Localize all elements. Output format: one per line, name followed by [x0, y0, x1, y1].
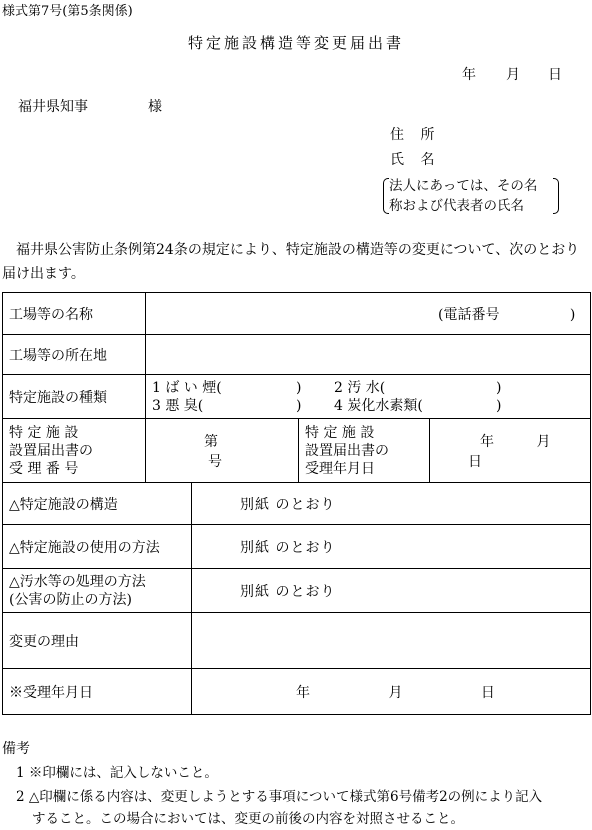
- treatment-label: △汚水等の処理の方法 (公害の防止の方法): [3, 569, 192, 613]
- row-structure: [3, 483, 591, 525]
- phone-label: (電話番号: [438, 306, 500, 323]
- facility-type-option-2: 2 汚 水(: [334, 379, 386, 396]
- receipt-date-month: 月: [536, 433, 551, 450]
- row-treatment: [3, 569, 591, 613]
- receipt-no-go: 号: [208, 453, 222, 470]
- receipt-number-label: 特 定 施 設 設置届出書の 受 理 番 号: [3, 419, 146, 483]
- accept-date-field: [192, 669, 591, 715]
- note-2: [16, 786, 592, 830]
- factory-location-field[interactable]: [146, 335, 591, 375]
- corporate-note-line2: 称および代表者の氏名: [389, 198, 524, 214]
- facility-type-option-3: 3 悪 臭(: [152, 397, 204, 414]
- honorific: 様: [148, 99, 162, 115]
- addressee: 福井県知事: [18, 99, 88, 115]
- row-reason: [3, 613, 591, 669]
- receipt-date-day: 日: [468, 453, 482, 470]
- bracket-right: [553, 178, 559, 214]
- note-2-line2: すること。この場合においては、変更の前後の内容を対照させること。: [32, 811, 464, 827]
- facility-type-option-3-close: ): [296, 397, 302, 414]
- factory-location-label: 工場等の所在地: [3, 335, 146, 375]
- page-title: 特定施設構造等変更届出書: [187, 34, 404, 52]
- reason-label: 変更の理由: [3, 613, 192, 669]
- note-2-line1: 2 △印欄に係る内容は、変更しようとする事項について様式第6号備考2の例により記入: [16, 789, 543, 805]
- receipt-date-field[interactable]: [430, 419, 591, 483]
- corporate-note-line1: 法人にあっては、その名: [389, 178, 538, 194]
- row-facility-type: [3, 375, 591, 419]
- row-usage: [3, 525, 591, 569]
- row-receipt: [3, 419, 591, 483]
- accept-date-label: ※受理年月日: [3, 669, 192, 715]
- row-factory-name: [3, 293, 591, 335]
- bracket-left: [383, 178, 389, 214]
- facility-type-option-1-close: ): [296, 379, 302, 396]
- accept-date-year: 年: [296, 684, 310, 701]
- factory-name-label-cell: [3, 293, 146, 335]
- corporate-note: [383, 176, 559, 216]
- address-label: 住 所: [390, 127, 441, 143]
- facility-type-label: 特定施設の種類: [3, 375, 146, 419]
- phone-close: ): [569, 306, 576, 323]
- date-year-label: 年: [462, 67, 476, 83]
- structure-label: △特定施設の構造: [3, 483, 192, 525]
- receipt-date-label: 特 定 施 設 設置届出書の 受理年月日: [299, 419, 430, 483]
- structure-value[interactable]: 別紙 のとおり: [192, 483, 591, 525]
- row-factory-location: [3, 335, 591, 375]
- accept-date-month: 月: [388, 684, 403, 701]
- facility-type-option-1: 1 ば い 煙(: [152, 379, 222, 396]
- note-1: 1 ※印欄には、記入しないこと。: [16, 765, 218, 781]
- treatment-value[interactable]: 別紙 のとおり: [192, 569, 591, 613]
- factory-name-label: 工場等の名称: [9, 306, 93, 323]
- facility-type-option-4-close: ): [496, 397, 502, 414]
- intro-paragraph: 福井県公害防止条例第24条の規定により、特定施設の構造等の変更について、次のとおり届け出ます。: [2, 242, 580, 282]
- facility-type-option-2-close: ): [496, 379, 502, 396]
- reason-field[interactable]: [192, 613, 591, 669]
- receipt-number-field[interactable]: [146, 419, 299, 483]
- receipt-date-year: 年: [480, 433, 494, 450]
- receipt-no-dai: 第: [204, 433, 218, 450]
- facility-type-option-4: 4 炭化水素類(: [334, 397, 423, 414]
- usage-label: △特定施設の使用の方法: [3, 525, 192, 569]
- form-number: 様式第7号(第5条関係): [2, 4, 133, 19]
- row-accept-date: [3, 669, 591, 715]
- notes-title: 備考: [2, 741, 30, 757]
- date-month-label: 月: [506, 67, 520, 83]
- accept-date-day: 日: [480, 684, 495, 701]
- facility-type-field[interactable]: [146, 375, 591, 419]
- factory-name-field[interactable]: [146, 293, 591, 335]
- date-day-label: 日: [548, 67, 562, 83]
- form-table: [2, 292, 591, 715]
- usage-value[interactable]: 別紙 のとおり: [192, 525, 591, 569]
- name-label: 氏 名: [390, 152, 441, 168]
